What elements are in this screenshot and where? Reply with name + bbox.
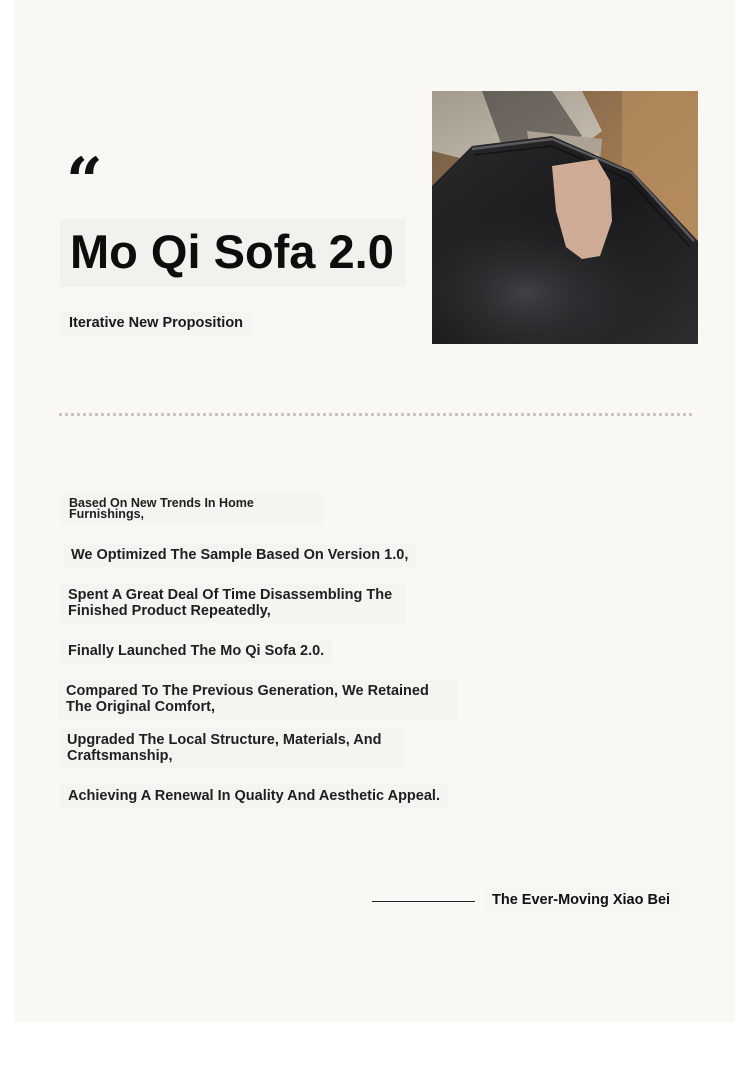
signature-rule — [372, 901, 475, 902]
sofa-photo — [432, 91, 698, 344]
signature: The Ever-Moving Xiao Bei — [484, 886, 678, 914]
page-title: Mo Qi Sofa 2.0 — [60, 219, 406, 287]
subtitle: Iterative New Proposition — [61, 311, 251, 335]
paragraph-1: Based On New Trends In Home Furnishings, — [61, 493, 323, 526]
paragraph-5: Compared To The Previous Generation, We Retained The Original Comfort, — [58, 679, 458, 719]
paragraph-7: Achieving A Renewal In Quality And Aesthetic Appeal. — [60, 784, 448, 808]
paragraph-2: We Optimized The Sample Based On Version 1.0, — [63, 543, 416, 567]
dotted-divider — [59, 413, 692, 416]
quote-mark: “ — [66, 144, 99, 219]
paragraph-3: Spent A Great Deal Of Time Disassembling The Finished Product Repeatedly, — [60, 583, 406, 623]
paragraph-4: Finally Launched The Mo Qi Sofa 2.0. — [60, 639, 332, 663]
paragraph-6: Upgraded The Local Structure, Materials, And Craftsmanship, — [59, 728, 405, 768]
